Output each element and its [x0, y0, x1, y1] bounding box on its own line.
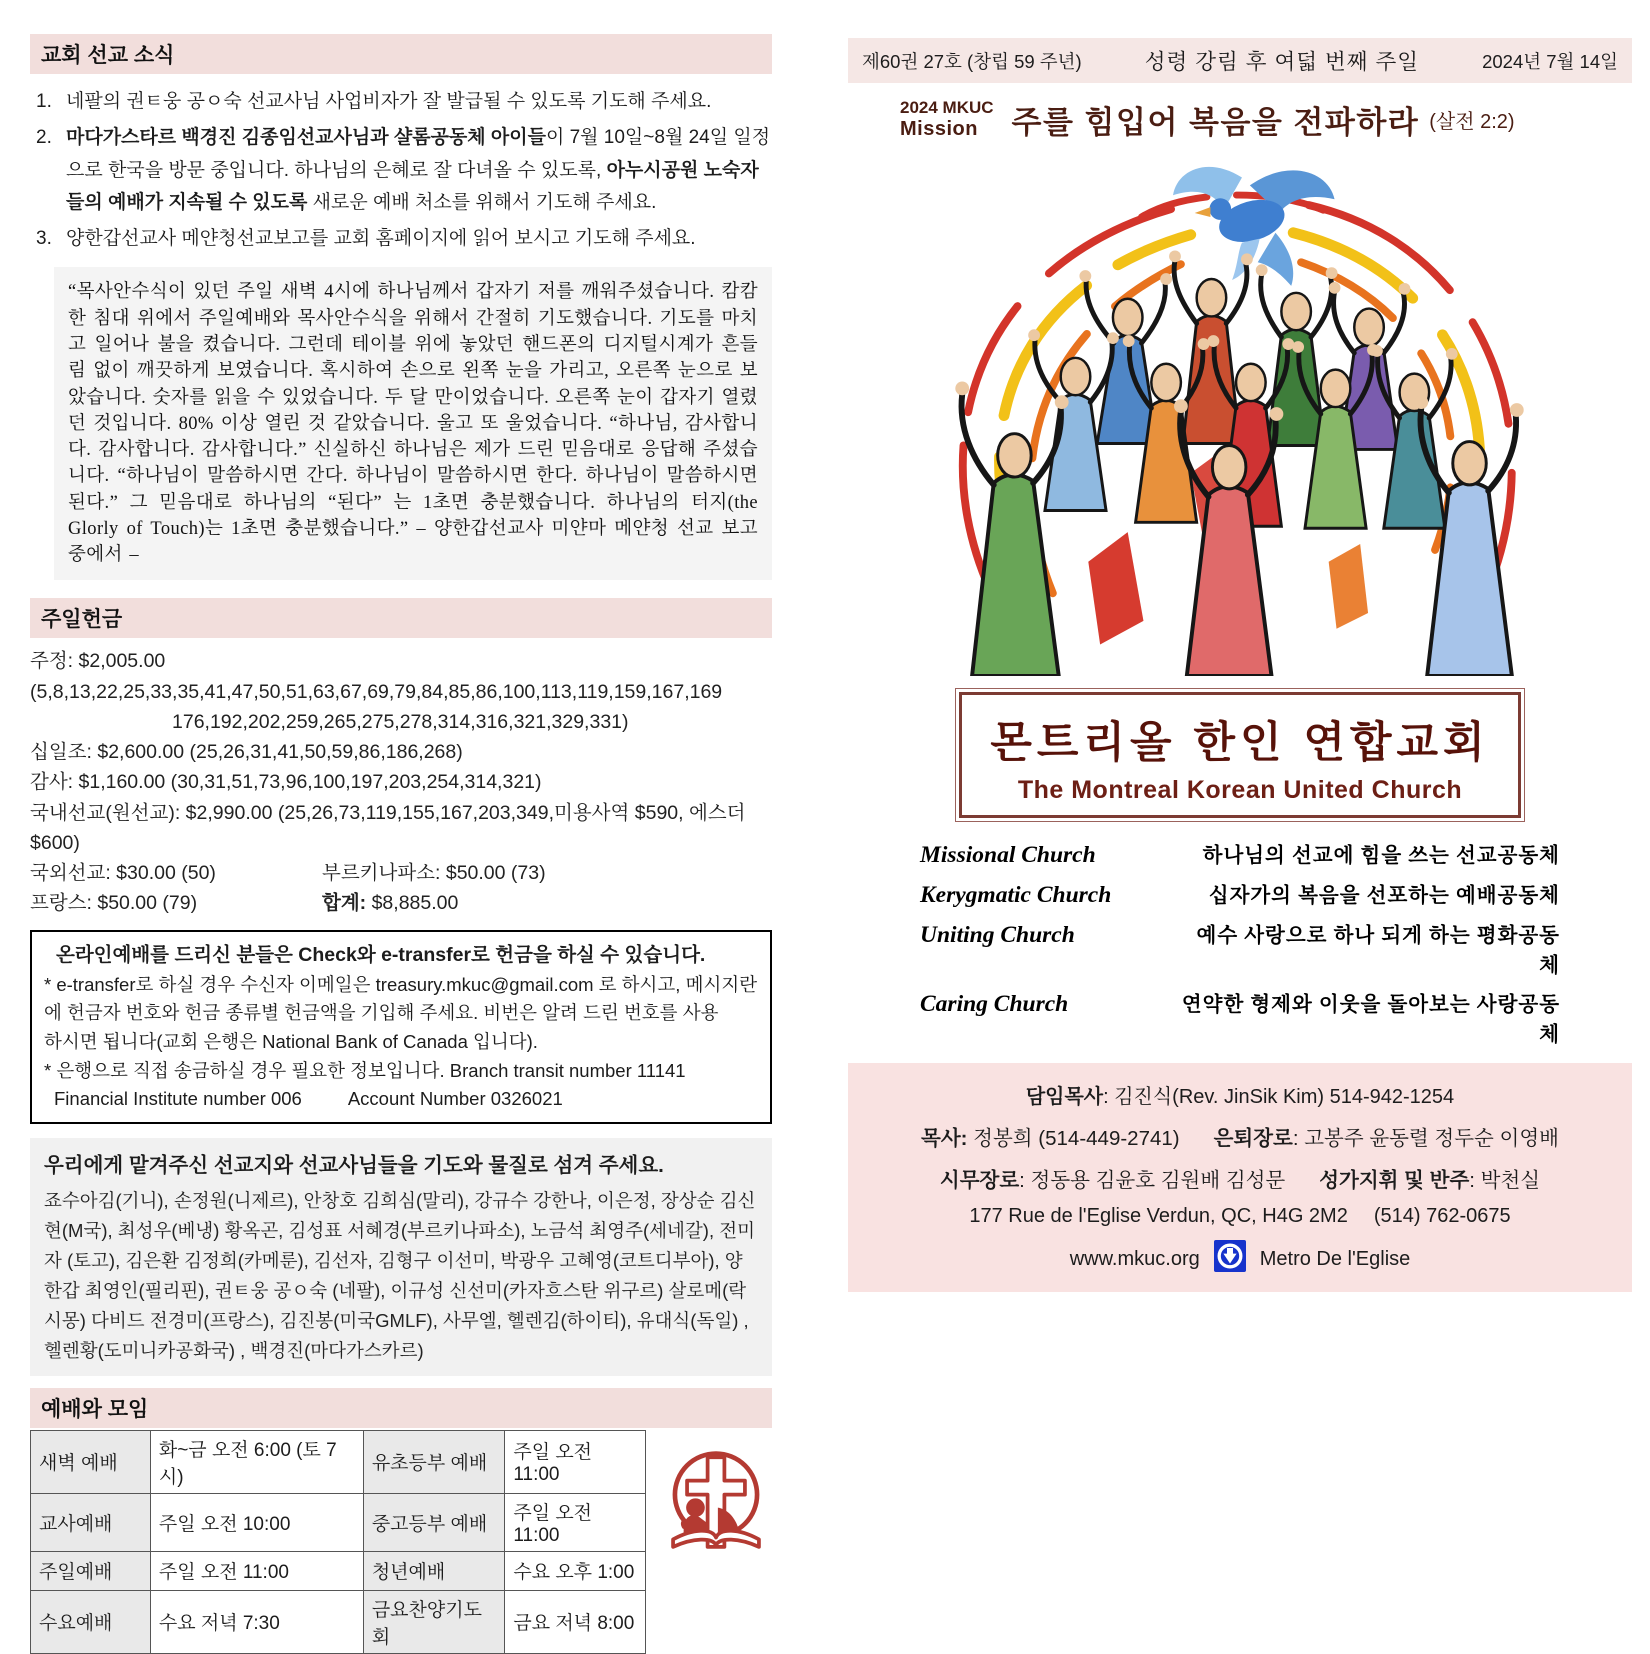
mission-verse: (살전 2:2) — [1429, 111, 1515, 133]
choir-value: : 박천실 — [1469, 1169, 1541, 1192]
metro-icon — [1214, 1240, 1246, 1278]
address-line — [856, 1205, 1624, 1228]
left-page — [30, 34, 772, 1654]
church-identity-list — [920, 838, 1560, 1047]
missionary-testimony-quote: “목사안수식이 있던 주일 새벽 4시에 하나님께서 갑자기 저를 깨워주셨습니다. 캄캄한 침대 위에서 주일예배와 목사안수식을 위해서 간절히 기도했습니다. 기도를 마치고 일어나 불을 켰습니다. 그런데 테이블 위에 놓았던 핸드폰의 디지털시계가 흔들림 없이 깨끗하게 보였습니다. 혹시하여 손으로 왼쪽 눈을 가리고, 오른쪽 눈으로 보았습니다. 숫자를 읽을 수 있었습니다. 두 달 만이었습니다. 오른쪽 눈이 갑자기 열렸던 것입니다. 80% 이상 열린 것 같았습니다. 울고 또 울었습니다. “하나님, 감사합니다. 감사합니다. 감사합니다.” 신실하신 하나님은 제가 드린 믿음대로 응답해 주셨습니다. “하나님이 말씀하시면 간다. 하나님이 말씀하시면 한다. 하나님이 말씀하시면 된다.” 그 믿음대로 하나님의 “된다” 는 1초면 충분했습니다. 하나님의 터지(the Glorly of Touch)는 1초면 충분했습니다.” – 양한갑선교사 미얀마 메얀청 선교 보고 중에서 – — [54, 267, 772, 580]
offering-list — [30, 646, 772, 918]
offering-line — [30, 858, 772, 888]
identity-row — [920, 987, 1560, 1047]
service-name: 새벽 예배 — [31, 1430, 151, 1493]
news-item-number: 2. — [36, 127, 52, 149]
news-item-1 — [30, 86, 772, 118]
offering-line: 십일조: $2,600.00 (25,26,31,41,50,59,86,186,268) — [30, 741, 463, 764]
service-name: 금요찬양기도회 — [363, 1590, 505, 1653]
service-time: 주일 오전 10:00 — [150, 1493, 363, 1551]
mission-year: 2024 MKUC — [900, 98, 994, 118]
mission-year-label — [900, 99, 994, 140]
church-phone: (514) 762-0675 — [1373, 1205, 1511, 1227]
offering-line — [30, 888, 772, 918]
identity-row — [920, 918, 1560, 978]
right-page — [848, 38, 1632, 1292]
senior-pastor-line — [856, 1080, 1624, 1109]
mission-headline: 주를 힘입어 복음을 전파하라 — [1011, 105, 1420, 140]
offering-section-header: 주일헌금 — [30, 598, 772, 638]
news-list — [30, 86, 772, 255]
offering-line: 국내선교(원선교): $2,990.00 (25,26,73,119,155,167,203,349,미용사역 $590, 에스더 $600) — [30, 801, 746, 854]
pastor-value: 정봉희 (514-449-2741) — [967, 1127, 1180, 1150]
table-row — [31, 1493, 646, 1551]
church-name-english: The Montreal Korean United Church — [1017, 776, 1463, 804]
missionaries-box — [30, 1138, 772, 1376]
church-name-box — [959, 692, 1521, 818]
church-name-korean: 몬트리올 한인 연합교회 — [990, 719, 1490, 767]
service-time: 주일 오전 11:00 — [505, 1493, 646, 1551]
services-section-header: 예배와 모임 — [30, 1388, 772, 1428]
news-bold-segment: 마다가스타르 백경진 김종임선교사님과 샬롬공동체 아이들 — [66, 127, 546, 149]
service-name: 유초등부 예배 — [363, 1430, 505, 1493]
identity-korean: 십자가의 복음을 선포하는 예배공동체 — [1208, 885, 1560, 907]
identity-english: Caring Church — [920, 991, 1069, 1017]
online-offering-line: * e-transfer로 하실 경우 수신자 이메일은 treasury.mkuc@gmail.com 로 하시고, 메시지란 — [44, 973, 758, 995]
offering-foreign: 국외선교: $30.00 (50) — [30, 861, 216, 884]
table-row — [31, 1590, 646, 1653]
identity-korean: 하나님의 선교에 힘을 쓰는 선교공동체 — [1202, 845, 1560, 867]
mission-word: Mission — [900, 117, 978, 140]
website-line — [856, 1240, 1624, 1278]
offering-france: 프랑스: $50.00 (79) — [30, 892, 198, 915]
bulletin-issue: 제60권 27호 (창립 59 주년) — [862, 50, 1082, 72]
offering-line: 주정: $2,005.00 (5,8,13,22,25,33,35,41,47,50,51,63,67,69,79,84,85,86,100,113,119,159,167,169 — [30, 650, 723, 703]
service-name: 교사예배 — [31, 1493, 151, 1551]
services-table — [30, 1430, 646, 1654]
news-item-text — [66, 122, 772, 219]
news-item-text: 양한갑선교사 메얀청선교보고를 교회 홈페이지에 읽어 보시고 기도해 주세요. — [66, 228, 696, 250]
missionaries-names: 죠수아김(기니), 손정원(니제르), 안창호 김희심(말리), 강규수 강한나, 이은정, 장상순 김신현(M국), 최성우(베냉) 황옥곤, 김성표 서혜경(부르키나파소), 노금석 최영주(세네갈), 전미자 (토고), 김은환 김정희(카메룬), 김선자, 김형구 이선미, 박광우 고혜영(코트디부아), 양한갑 최영인(필리핀), 권ㅌ웅 공ㅇ숙 (네팔), 이규성 신선미(카자흐스탄 위구르) 살로메(락시몽) 다비드 전경미(프랑스), 김진봉(미국GMLF), 사무엘, 헬렌김(하이티), 유대식(독일) , 헬렌황(도미니카공화국) , 백경진(마다가스카르) — [44, 1189, 756, 1361]
church-website: www.mkuc.org — [1069, 1247, 1200, 1270]
news-item-3 — [30, 223, 772, 255]
offering-line-continued: 176,192,202,259,265,275,278,314,316,321,329,331) — [172, 710, 629, 733]
news-section-header: 교회 선교 소식 — [30, 34, 772, 74]
table-row — [31, 1551, 646, 1590]
offering-total-value: $8,885.00 — [366, 892, 459, 915]
metro-station-name: Metro De l'Eglise — [1259, 1247, 1411, 1270]
offering-total — [322, 888, 458, 918]
pentecost-illustration — [895, 148, 1585, 676]
news-item-2 — [30, 122, 772, 219]
bulletin-header-bar — [848, 38, 1632, 83]
services-area — [30, 1428, 772, 1654]
service-time: 화~금 오전 6:00 (토 7시) — [150, 1430, 363, 1493]
service-name: 수요예배 — [31, 1590, 151, 1653]
online-offering-line: * 은행으로 직접 송금하실 경우 필요한 정보입니다. Branch transit number 11141 — [44, 1059, 686, 1081]
service-name: 주일예배 — [31, 1551, 151, 1590]
service-time: 수요 오후 1:00 — [505, 1551, 646, 1590]
online-offering-box — [30, 930, 772, 1124]
bulletin-date: 2024년 7월 14일 — [1482, 50, 1618, 72]
news-item-number: 3. — [36, 228, 52, 250]
online-offering-title: 온라인예배를 드리신 분들은 Check와 e-transfer로 헌금을 하실 수 있습니다. — [56, 944, 706, 967]
news-item-text: 네팔의 권ㅌ웅 공ㅇ숙 선교사님 사업비자가 잘 발급될 수 있도록 기도해 주세요. — [66, 91, 712, 112]
identity-row — [920, 838, 1560, 869]
financial-institute-number: Financial Institute number 006 — [54, 1088, 302, 1110]
identity-english: Kerygmatic Church — [920, 882, 1112, 908]
liturgical-sunday: 성령 강림 후 여덟 번째 주일 — [1144, 50, 1420, 74]
offering-burkina: 부르키나파소: $50.00 (73) — [322, 861, 546, 884]
missionaries-title: 우리에게 맡겨주신 선교지와 선교사님들을 기도와 물질로 섬겨 주세요. — [44, 1153, 664, 1177]
table-row — [31, 1430, 646, 1493]
church-logo-icon — [660, 1442, 772, 1569]
service-time: 수요 저녁 7:30 — [150, 1590, 363, 1653]
service-name: 청년예배 — [363, 1551, 505, 1590]
service-time: 주일 오전 11:00 — [505, 1430, 646, 1493]
identity-korean: 연약한 형제와 이웃을 돌아보는 사랑공동체 — [1181, 994, 1560, 1046]
online-offering-line — [44, 1085, 758, 1114]
identity-english: Uniting Church — [920, 922, 1075, 948]
serving-elders-label: 시무장로 — [939, 1169, 1020, 1192]
pastors-line — [856, 1121, 1624, 1151]
account-number: Account Number 0326021 — [347, 1088, 563, 1110]
senior-pastor-value: : 김진식(Rev. JinSik Kim) 514-942-1254 — [1103, 1086, 1455, 1108]
offering-total-label: 합계: — [322, 892, 367, 915]
online-offering-line: 에 헌금자 번호와 헌금 종류별 헌금액을 기입해 주세요. 비번은 알려 드린 번호를 사용 — [44, 1002, 719, 1024]
news-text-segment: 새로운 예배 처소를 위해서 기도해 주세요. — [307, 191, 657, 213]
retired-elders-value: : 고봉주 윤동렬 정두순 이영배 — [1292, 1127, 1559, 1150]
pastor-label: 목사: — [921, 1127, 968, 1150]
retired-elders-label: 은퇴장로 — [1213, 1127, 1293, 1150]
service-time: 금요 저녁 8:00 — [505, 1590, 646, 1653]
service-name: 중고등부 예배 — [363, 1493, 505, 1551]
church-address: 177 Rue de l'Eglise Verdun, QC, H4G 2M2 — [969, 1205, 1348, 1227]
news-bold-segment: 아누시공원 노숙자들의 예배가 지속될 수 있도록 — [66, 159, 759, 213]
choir-label: 성가지휘 및 반주 — [1319, 1169, 1470, 1192]
online-offering-line: 하시면 됩니다(교회 은행은 National Bank of Canada 입니다). — [44, 1030, 538, 1052]
mission-title-row — [900, 97, 1632, 142]
offering-line: 감사: $1,160.00 (30,31,51,73,96,100,197,203,254,314,321) — [30, 771, 542, 794]
senior-pastor-label: 담임목사 — [1025, 1086, 1104, 1108]
serving-elders-value: : 정동용 김윤호 김원배 김성문 — [1019, 1169, 1286, 1192]
news-text-segment: 이 7월 10일~8월 24일 일정으로 한국을 방문 중입니다. 하나님의 은혜로 잘 다녀올 수 있도록, — [66, 127, 771, 181]
elders-line — [856, 1163, 1624, 1193]
identity-row — [920, 878, 1560, 909]
identity-korean: 예수 사랑으로 하나 되게 하는 평화공동체 — [1196, 925, 1560, 977]
contact-block — [848, 1063, 1632, 1292]
service-time: 주일 오전 11:00 — [150, 1551, 363, 1590]
news-item-number: 1. — [36, 91, 52, 112]
identity-english: Missional Church — [920, 842, 1096, 868]
